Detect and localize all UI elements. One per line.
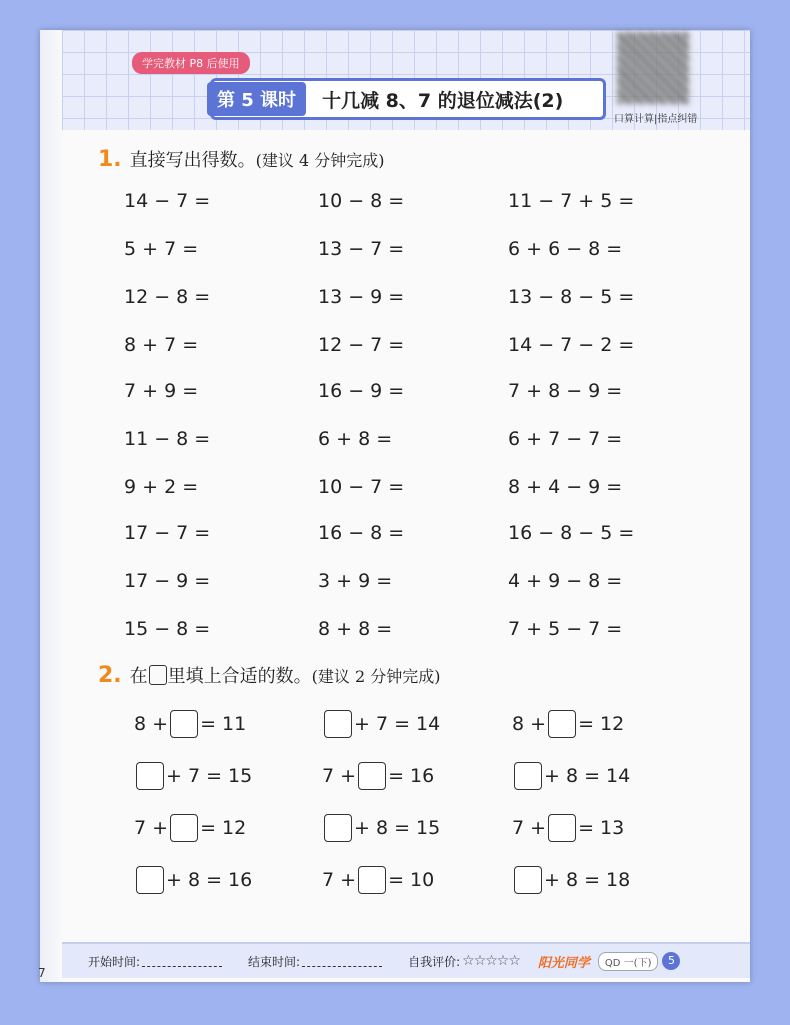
answer-box[interactable] <box>170 710 198 738</box>
section2-text-post: 里填上合适的数。 <box>167 666 312 687</box>
left-page-number: 7 <box>38 966 46 980</box>
star-rating-icon[interactable]: ☆☆☆☆☆ <box>462 953 520 969</box>
fill-in-equation <box>134 866 252 894</box>
equation-suffix: + 8 = 14 <box>544 765 631 787</box>
fill-in-equation <box>322 814 440 842</box>
equation-item: 6 + 6 − 8 = <box>508 238 623 260</box>
answer-box[interactable] <box>548 814 576 842</box>
book-label: QD 一(下) <box>598 952 659 971</box>
equation-suffix: + 7 = 14 <box>354 713 441 735</box>
fill-in-equation <box>134 762 252 790</box>
equation-item: 13 − 7 = <box>318 238 405 260</box>
lesson-label: 第 5 课时 <box>207 82 306 116</box>
self-eval-label: 自我评价: <box>408 954 461 969</box>
equation-prefix: 7 + <box>322 869 357 891</box>
fill-in-equation <box>512 814 624 842</box>
section1-hint: (建议 4 分钟完成) <box>255 150 385 170</box>
equation-item: 7 + 8 − 9 = <box>508 380 623 402</box>
equation-prefix: 7 + <box>322 765 357 787</box>
fill-in-equation <box>512 866 630 894</box>
end-time-label: 结束时间: <box>248 954 301 969</box>
equation-item: 4 + 9 − 8 = <box>508 570 623 592</box>
qr-code <box>617 32 689 104</box>
equation-item: 8 + 7 = <box>124 334 199 356</box>
brand-logo: 阳光同学 <box>537 955 590 971</box>
equation-item: 10 − 8 = <box>318 190 405 212</box>
equation-suffix: = 11 <box>200 713 247 735</box>
answer-box[interactable] <box>136 762 164 790</box>
usage-tag: 学完教材 P8 后使用 <box>132 52 250 74</box>
answer-box[interactable] <box>514 866 542 894</box>
header-grid <box>62 30 750 130</box>
equation-item: 13 − 8 − 5 = <box>508 286 635 308</box>
section1-text: 直接写出得数。 <box>129 150 256 171</box>
equation-suffix: + 8 = 16 <box>166 869 253 891</box>
equation-item: 16 − 8 − 5 = <box>508 522 635 544</box>
equation-suffix: = 16 <box>388 765 435 787</box>
equation-item: 8 + 4 − 9 = <box>508 476 623 498</box>
equation-prefix: 8 + <box>512 713 547 735</box>
answer-box[interactable] <box>358 866 386 894</box>
page-number: 5 <box>662 952 680 970</box>
section2-number: 2. <box>98 662 122 688</box>
equation-item: 10 − 7 = <box>318 476 405 498</box>
end-time <box>248 953 382 970</box>
section2-text-pre: 在 <box>129 666 148 687</box>
fill-in-equation <box>512 762 630 790</box>
equation-suffix: = 13 <box>578 817 625 839</box>
page-spine <box>40 30 64 982</box>
fill-in-equation <box>134 814 246 842</box>
equation-suffix: + 7 = 15 <box>166 765 253 787</box>
equation-item: 7 + 5 − 7 = <box>508 618 623 640</box>
equation-suffix: + 8 = 18 <box>544 869 631 891</box>
equation-item: 3 + 9 = <box>318 570 393 592</box>
answer-box[interactable] <box>324 710 352 738</box>
equation-item: 11 − 8 = <box>124 428 211 450</box>
start-time-blank[interactable] <box>142 956 222 967</box>
equation-item: 14 − 7 − 2 = <box>508 334 635 356</box>
square-icon <box>149 665 167 685</box>
equation-item: 14 − 7 = <box>124 190 211 212</box>
answer-box[interactable] <box>548 710 576 738</box>
answer-box[interactable] <box>136 866 164 894</box>
corner-label: 口算计算|指点纠错 <box>614 114 698 125</box>
fill-in-equation <box>322 866 434 894</box>
fill-in-equation <box>322 710 440 738</box>
equation-prefix: 8 + <box>134 713 169 735</box>
equation-item: 7 + 9 = <box>124 380 199 402</box>
equation-suffix: = 12 <box>578 713 625 735</box>
equation-item: 12 − 8 = <box>124 286 211 308</box>
equation-item: 12 − 7 = <box>318 334 405 356</box>
fill-in-equation <box>134 710 246 738</box>
equation-item: 11 − 7 + 5 = <box>508 190 635 212</box>
equation-suffix: = 10 <box>388 869 435 891</box>
equation-item: 15 − 8 = <box>124 618 211 640</box>
equation-item: 17 − 7 = <box>124 522 211 544</box>
equation-item: 13 − 9 = <box>318 286 405 308</box>
equation-item: 16 − 9 = <box>318 380 405 402</box>
end-time-blank[interactable] <box>302 956 382 967</box>
start-time-label: 开始时间: <box>88 954 141 969</box>
equation-prefix: 7 + <box>134 817 169 839</box>
answer-box[interactable] <box>358 762 386 790</box>
equation-suffix: + 8 = 15 <box>354 817 441 839</box>
section1-number: 1. <box>98 146 122 172</box>
fill-in-equation <box>512 710 624 738</box>
fill-in-equation <box>322 762 434 790</box>
equation-item: 16 − 8 = <box>318 522 405 544</box>
equation-item: 6 + 8 = <box>318 428 393 450</box>
equation-prefix: 7 + <box>512 817 547 839</box>
section2-title <box>98 662 441 688</box>
answer-box[interactable] <box>170 814 198 842</box>
equation-item: 5 + 7 = <box>124 238 199 260</box>
worksheet-page <box>40 30 750 982</box>
equation-item: 6 + 7 − 7 = <box>508 428 623 450</box>
answer-box[interactable] <box>514 762 542 790</box>
section2-hint: (建议 2 分钟完成) <box>311 666 441 686</box>
title-bar <box>210 78 606 120</box>
equation-item: 8 + 8 = <box>318 618 393 640</box>
self-eval <box>408 953 520 970</box>
answer-box[interactable] <box>324 814 352 842</box>
footer-bar <box>62 942 750 978</box>
equation-item: 9 + 2 = <box>124 476 199 498</box>
equation-item: 17 − 9 = <box>124 570 211 592</box>
equation-suffix: = 12 <box>200 817 247 839</box>
start-time <box>88 953 222 970</box>
page-title: 十几减 8、7 的退位减法(2) <box>322 89 564 112</box>
section1-title <box>98 146 385 172</box>
